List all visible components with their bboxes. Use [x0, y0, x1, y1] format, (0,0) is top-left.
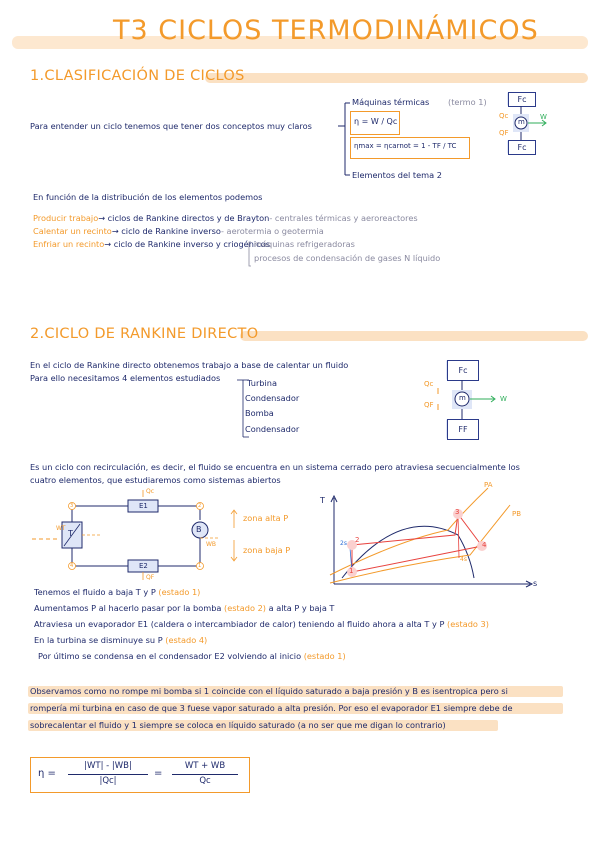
evaporator-e1: E1 [139, 502, 148, 510]
cold-focus-box: Fc [508, 140, 536, 155]
step-2: Aumentamos P al hacerlo pasar por la bomba (estado 2) a alta P y baja T [34, 603, 335, 613]
state-1-circuit: 1 [198, 563, 202, 569]
w-label-1: W [540, 113, 547, 121]
qc-label-1: Qc [499, 112, 509, 120]
state-3-circuit: 3 [70, 503, 74, 509]
distribution-text: En función de la distribución de los elementos podemos [33, 192, 263, 202]
rankine-p1: En el ciclo de Rankine directo obtenemos trabajo a base de calentar un fluido [30, 360, 349, 370]
ts-state-2: 2 [355, 536, 360, 544]
w-label-2: W [500, 395, 507, 403]
machine-m-2: m [459, 394, 466, 402]
section-1-heading: 1.CLASIFICACIÓN DE CICLOS [30, 68, 245, 84]
section-2-heading: 2.CICLO DE RANKINE DIRECTO [30, 326, 259, 342]
element-condensador-1: Condensador [245, 393, 300, 403]
formula-num2: WT + WB [184, 761, 226, 771]
eta-equation: η = W / Qc [354, 117, 398, 126]
observation-2: rompería mi turbina en caso de que 3 fuese vapor saturado a alta presión. Por eso el evaporador E1 siempre debe de [30, 703, 513, 713]
element-turbina: Turbina [247, 378, 277, 388]
step-5: Por último se condensa en el condensador E2 volviendo al inicio (estado 1) [38, 651, 346, 661]
qc-circuit: Qc [146, 488, 155, 495]
rankine-p2: Para ello necesitamos 4 elementos estudiados [30, 373, 221, 383]
row-produce: Producir trabajo→ ciclos de Rankine directos y de Brayton- centrales térmicas y aeroreactores [33, 213, 418, 223]
step-1: Tenemos el fluido a baja T y P (estado 1) [34, 587, 201, 597]
recirc-p1: Es un ciclo con recirculación, es decir, el fluido se encuentra en un sistema cerrado pero atraviesa secuencialmente los [30, 462, 520, 472]
ts-state-3: 3 [455, 508, 460, 516]
intro-text: Para entender un ciclo tenemos que tener dos conceptos muy claros [30, 121, 312, 131]
ts-state-4: 4 [482, 541, 487, 549]
zona-baja: zona baja P [243, 545, 291, 555]
ts-pb: PB [512, 510, 522, 518]
step-4: En la turbina se disminuye su P (estado 4) [34, 635, 208, 645]
hot-focus-box-2: Fc [447, 360, 479, 381]
wt-circuit: WT [56, 525, 66, 532]
qc-label-2: Qc [424, 380, 434, 388]
bracket-item-2: Elementos del tema 2 [352, 170, 442, 180]
ts-xlabel: s [533, 579, 538, 588]
observation-3: sobrecalentar el fluido y 1 siempre se coloca en líquido saturado (a no ser que me digan lo contrario) [30, 720, 446, 730]
eta-max-equation: ηmax = ηcarnot = 1 - TF / TC [354, 142, 457, 150]
turbine-t: T [68, 529, 73, 538]
formula-eq: = [154, 768, 163, 779]
formula-eta: η = [38, 768, 56, 779]
state-2-circuit: 2 [198, 503, 202, 509]
pump-b: B [196, 525, 202, 534]
cool-item-1: máquinas refrigeradoras [254, 239, 355, 249]
wb-circuit: WB [206, 541, 217, 548]
formula-den1: |Qc| [99, 776, 117, 786]
observation-1: Observamos como no rompe mi bomba si 1 coincide con el líquido saturado a baja presión y B es isentropica pero si [30, 686, 508, 696]
state-4-circuit: 4 [70, 563, 74, 569]
cool-item-2: procesos de condensación de gases N líquido [254, 253, 441, 263]
element-condensador-2: Condensador [245, 424, 300, 434]
machine-m-1: m [518, 118, 525, 126]
ts-pa: PA [484, 481, 493, 489]
ts-ylabel: T [320, 496, 325, 505]
element-bomba: Bomba [245, 408, 274, 418]
hot-focus-box: Fc [508, 92, 536, 107]
formula-num1: |WT| - |WB| [84, 761, 132, 771]
bracket-item-1-note: (termo 1) [448, 97, 487, 107]
row-cool: Enfriar un recinto→ ciclo de Rankine inverso y criogénicos [33, 239, 270, 249]
ts-state-1: 1 [349, 567, 354, 575]
qf-label-1: QF [499, 129, 509, 137]
row-heat: Calentar un recinto→ ciclo de Rankine inverso- aerotermia o geotermia [33, 226, 324, 236]
condenser-e2: E2 [139, 562, 148, 570]
bracket-item-1: Máquinas térmicas [352, 97, 430, 107]
zona-alta: zona alta P [243, 513, 289, 523]
step-3: Atraviesa un evaporador E1 (caldera o intercambiador de calor) teniendo al fluido ahora a alta T y P (estado 3) [34, 619, 489, 629]
qf-label-2: QF [424, 401, 434, 409]
ts-state-2s: 2s [340, 540, 347, 547]
ts-state-4s: 4s [460, 556, 467, 563]
page-title: T3 CICLOS TERMODINÁMICOS [113, 15, 539, 46]
cold-focus-box-2: FF [447, 419, 479, 440]
qf-circuit: QF [146, 574, 155, 581]
formula-den2: Qc [199, 776, 211, 786]
recirc-p2: cuatro elementos, que estudiaremos como sistemas abiertos [30, 475, 281, 485]
